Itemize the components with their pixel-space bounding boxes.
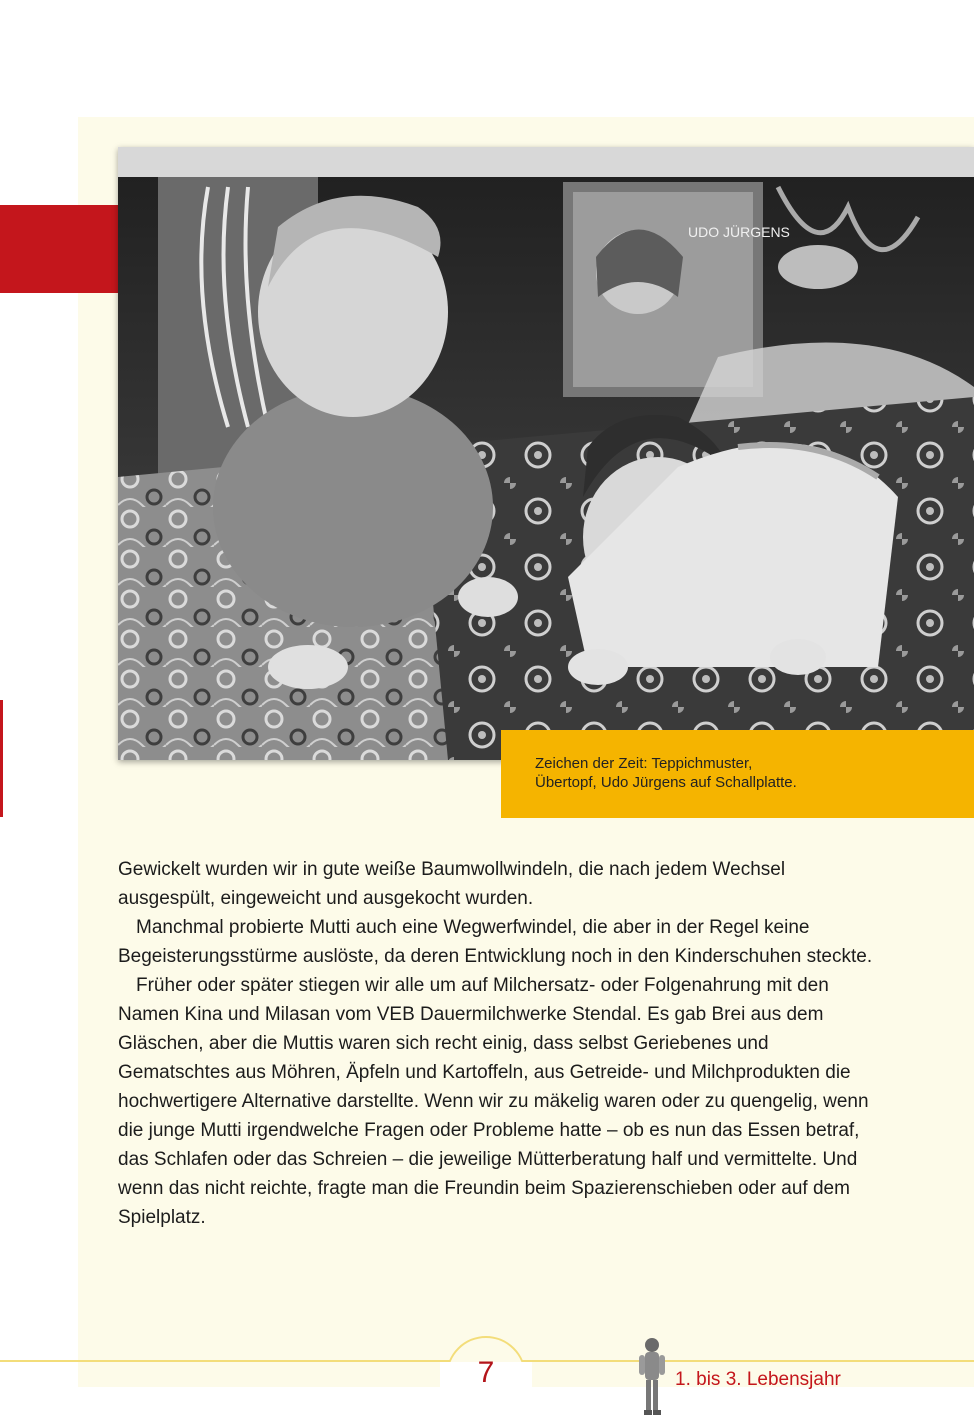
red-side-line [0,700,3,817]
caption-line-1: Zeichen der Zeit: Teppichmuster, [535,755,753,772]
red-side-tab [0,205,118,293]
paragraph-2: Manchmal probierte Mutti auch eine Wegwerfwindel, die aber in der Regel keine Begeisterungsstürme auslöste, da deren Entwicklung noch in den Kinderschuhen steckte. [118,917,873,967]
toddler-figure-icon [634,1335,670,1417]
photo-illustration [118,147,974,760]
body-text [118,855,878,1232]
chapter-label: 1. bis 3. Lebensjahr [675,1369,841,1390]
photo-caption [501,730,974,818]
paragraph-1: Gewickelt wurden wir in gute weiße Baumwollwindeln, die nach jedem Wechsel ausgespült, eingeweicht und ausgekocht wurden. [118,859,786,909]
page-number: 7 [477,1356,495,1389]
record-cover-text: UDO JÜRGENS [688,224,790,240]
caption-line-2: Übertopf, Udo Jürgens auf Schallplatte. [535,774,797,791]
photo [118,147,974,760]
paragraph-3: Früher oder später stiegen wir alle um auf Milchersatz- oder Folgenahrung mit den Namen Kina und Milasan vom VEB Dauermilchwerke Stendal. Es gab Brei aus dem Gläschen, aber die Muttis waren sich recht einig, dass selbst Geriebenes und Gematschtes aus Möhren, Äpfeln und Kartoffeln, aus Getreide- und Milchprodukten die hochwertigere Alternative darstellte. Wenn wir zu mäkelig waren oder zu quengelig, wenn die junge Mutti irgendwelche Fragen oder Probleme hatte – ob es nun das Essen betraf, das Schlafen oder das Schreien – die jeweilige Mütterberatung half und vermittelte. Und wenn das nicht reichte, fragte man die Freundin beim Spazierenschieben oder auf dem Spielplatz. [118,975,869,1228]
